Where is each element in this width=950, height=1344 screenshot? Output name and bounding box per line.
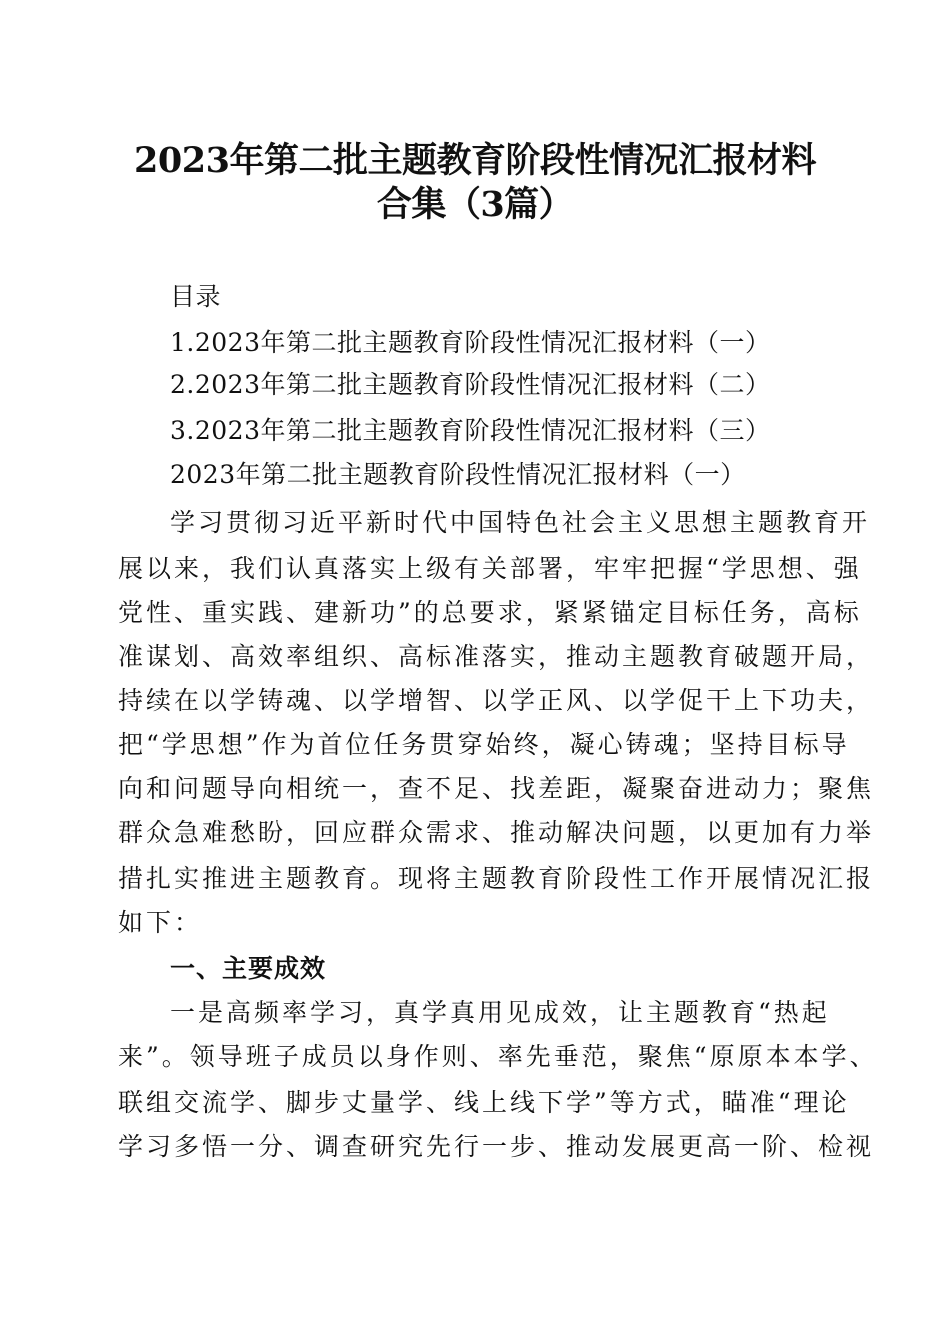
paragraph-line: 联组交流学、脚步丈量学、线上线下学”等方式，瞄准“理论	[118, 1088, 850, 1117]
toc-heading: 目录	[170, 282, 222, 311]
paragraph-line: 一是高频率学习，真学真用见成效，让主题教育“热起	[170, 998, 830, 1027]
section-title: 2023年第二批主题教育阶段性情况汇报材料（一）	[170, 460, 746, 489]
document-title-line-2: 合集（3篇）	[376, 184, 574, 225]
paragraph-line: 党性、重实践、建新功”的总要求，紧紧锚定目标任务，高标	[118, 598, 862, 627]
paragraph-line: 来”。领导班子成员以身作则、率先垂范，聚焦“原原本本学、	[118, 1042, 878, 1071]
paragraph-line: 学习贯彻习近平新时代中国特色社会主义思想主题教育开	[170, 508, 871, 537]
paragraph-line: 向和问题导向相统一，查不足、找差距，凝聚奋进动力；聚焦	[118, 774, 875, 803]
paragraph-line: 展以来，我们认真落实上级有关部署，牢牢把握“学思想、强	[118, 554, 862, 583]
paragraph-line: 群众急难愁盼，回应群众需求、推动解决问题，以更加有力举	[118, 818, 875, 847]
section-heading: 一、主要成效	[170, 954, 327, 983]
paragraph-line: 持续在以学铸魂、以学增智、以学正风、以学促干上下功夫，	[118, 686, 875, 715]
toc-item: 3.2023年第二批主题教育阶段性情况汇报材料（三）	[170, 416, 771, 445]
paragraph-line: 把“学思想”作为首位任务贯穿始终，凝心铸魂；坚持目标导	[118, 730, 850, 759]
toc-item: 1.2023年第二批主题教育阶段性情况汇报材料（一）	[170, 328, 771, 357]
paragraph-line: 准谋划、高效率组织、高标准落实，推动主题教育破题开局，	[118, 642, 875, 671]
paragraph-line: 如下：	[118, 908, 203, 937]
paragraph-line: 措扎实推进主题教育。现将主题教育阶段性工作开展情况汇报	[118, 864, 875, 893]
document-title-line-1: 2023年第二批主题教育阶段性情况汇报材料	[134, 140, 816, 181]
paragraph-line: 学习多悟一分、调查研究先行一步、推动发展更高一阶、检视	[118, 1132, 875, 1161]
toc-item: 2.2023年第二批主题教育阶段性情况汇报材料（二）	[170, 370, 771, 399]
